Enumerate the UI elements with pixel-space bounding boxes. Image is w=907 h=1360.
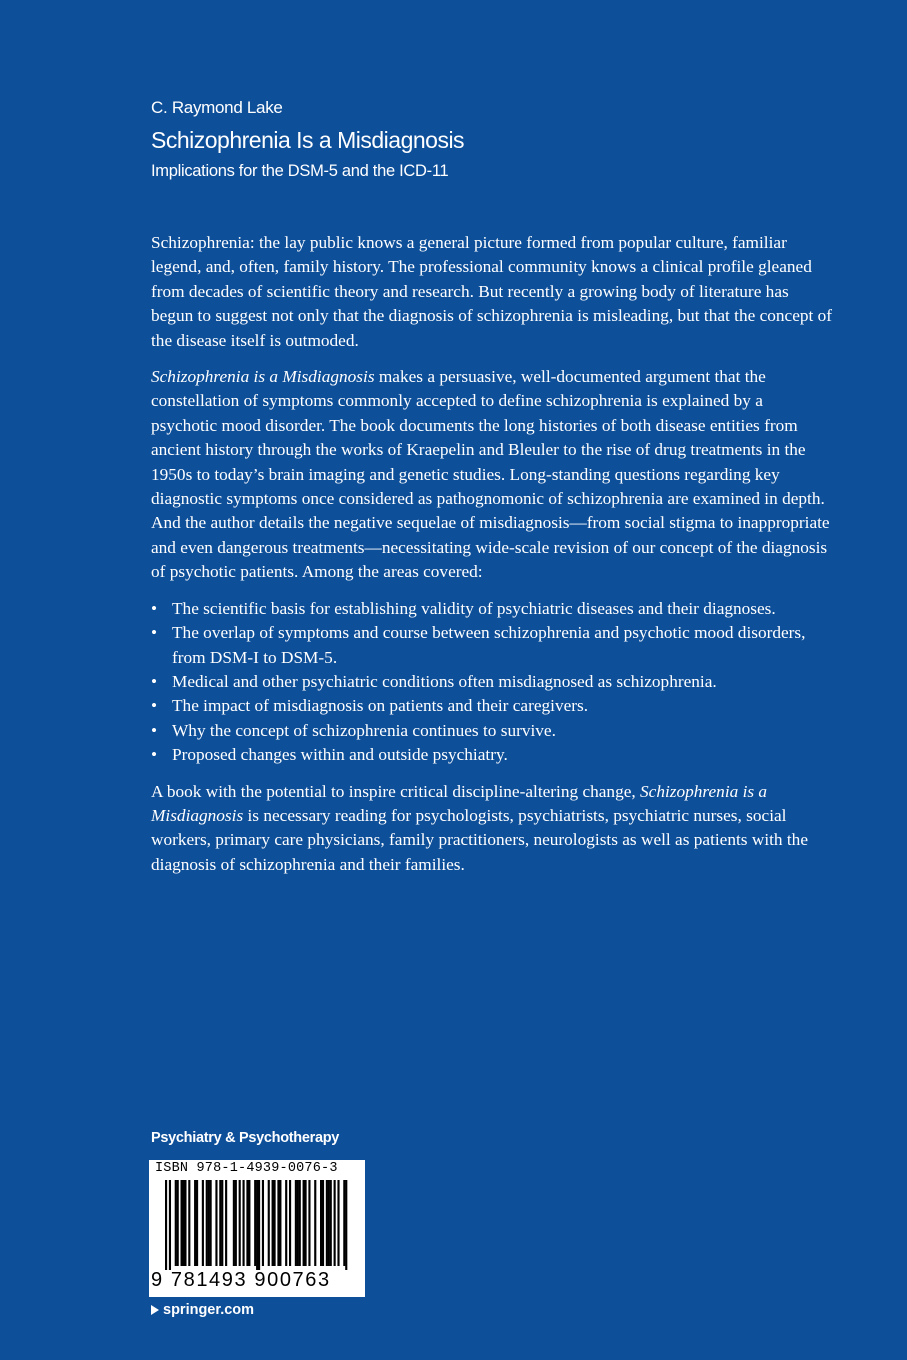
barcode-bar: [337, 1180, 339, 1266]
barcode-bar: [225, 1180, 227, 1266]
barcode-bar: [177, 1180, 179, 1266]
barcode-bar: [239, 1180, 241, 1266]
barcode-bar: [274, 1180, 276, 1266]
author-name: C. Raymond Lake: [151, 98, 283, 117]
barcode-bar: [182, 1180, 184, 1266]
publisher-link[interactable]: [151, 1302, 254, 1318]
barcode-bar: [184, 1180, 186, 1266]
list-item: • Medical and other psychiatric conditions often misdiagnosed as schizophrenia.: [151, 670, 833, 694]
barcode-bar: [248, 1180, 250, 1266]
barcode-bar: [308, 1180, 310, 1266]
barcode-bar: [320, 1180, 322, 1266]
barcode-bar: [221, 1180, 223, 1266]
barcode-bar: [326, 1180, 328, 1266]
barcode-bar: [330, 1180, 332, 1266]
barcode-bar: [188, 1180, 190, 1266]
barcode-bar: [279, 1180, 281, 1266]
barcode-bar: [256, 1180, 258, 1270]
list-item: • The scientific basis for establishing validity of psychiatric diseases and their diagnoses.: [151, 597, 833, 621]
barcode-bar: [305, 1180, 307, 1266]
barcode-bar: [208, 1180, 210, 1266]
barcode-bar: [262, 1180, 264, 1266]
barcode-bar: [328, 1180, 330, 1266]
barcode-bar: [345, 1180, 347, 1270]
list-item: • Proposed changes within and outside psychiatry.: [151, 743, 833, 767]
list-item: • The impact of misdiagnosis on patients and their caregivers.: [151, 694, 833, 718]
paragraph-2-text: makes a persuasive, well-documented argument that the constellation of symptoms commonly accepted to define schizophrenia is explained by a psychotic mood disorder. The book documents the long histories of both disease entities from ancient history through the works of Kraepelin and Bleuler to the rise of drug treatments in the 1950s to today’s brain imaging and genetic studies. Long-standing questions regarding key diagnostic symptoms once considered as pathognomonic of schizophrenia are examined in depth. And the author details the negative sequelae of misdiagnosis—from social stigma to inappropriate and even dangerous treatments—necessitating wide-scale revision of our concept of the diagnosis of psychotic patients. Among the areas covered:: [151, 367, 830, 582]
barcode-bar: [272, 1180, 274, 1266]
barcode-bar: [343, 1180, 345, 1266]
barcode-bar: [202, 1180, 204, 1266]
barcode-bar: [233, 1180, 235, 1266]
barcode-bar: [277, 1180, 279, 1266]
barcode-bar: [254, 1180, 256, 1266]
barcode-bar: [285, 1180, 287, 1266]
barcode-bars: [165, 1180, 351, 1270]
book-title-italic: Schizophrenia is a Misdiagnosis: [151, 781, 768, 825]
barcode-bar: [334, 1180, 336, 1266]
isbn-barcode: [149, 1160, 365, 1297]
paragraph-3-text-a: A book with the potential to inspire critical discipline-altering change,: [151, 781, 641, 801]
barcode-bar: [299, 1180, 301, 1266]
barcode-bar: [235, 1180, 237, 1266]
list-item: • Why the concept of schizophrenia continues to survive.: [151, 719, 833, 743]
list-item: • The overlap of symptoms and course between schizophrenia and psychotic mood disorders, from DSM-I to DSM-5.: [151, 621, 833, 670]
description-paragraph-3: [151, 780, 833, 878]
book-subtitle: Implications for the DSM-5 and the ICD-11: [151, 162, 449, 180]
barcode-bar: [215, 1180, 217, 1266]
barcode-bar: [210, 1180, 212, 1266]
barcode-bar: [297, 1180, 299, 1266]
barcode-bar: [194, 1180, 196, 1266]
barcode-bar: [219, 1180, 221, 1266]
barcode-bar: [268, 1180, 270, 1266]
barcode-bar: [196, 1180, 198, 1266]
description-paragraph-2: [151, 365, 833, 585]
barcode-bar: [169, 1180, 171, 1270]
barcode-bar: [246, 1180, 248, 1266]
description: [151, 231, 833, 889]
barcode-digits: 9 781493 900763: [151, 1269, 331, 1291]
barcode-bar: [322, 1180, 324, 1266]
barcode-bar: [165, 1180, 167, 1270]
barcode-bar: [314, 1180, 316, 1266]
arrow-right-icon: [151, 1305, 159, 1315]
cover-header: [151, 97, 851, 183]
barcode-bar: [289, 1180, 291, 1266]
areas-covered-list: [151, 597, 833, 768]
barcode-bar: [181, 1180, 183, 1266]
isbn-label: ISBN 978-1-4939-0076-3: [155, 1161, 338, 1176]
publisher-link-text[interactable]: springer.com: [163, 1302, 255, 1318]
book-title-italic: Schizophrenia is a Misdiagnosis: [151, 367, 375, 387]
barcode-bar: [206, 1180, 208, 1266]
book-title: Schizophrenia Is a Misdiagnosis: [151, 127, 465, 153]
barcode-bar: [258, 1180, 260, 1270]
paragraph-3-text-b: is necessary reading for psychologists, psychiatrists, psychiatric nurses, social workers, primary care physicians, family practitioners, neurologists as well as patients with the diagnosis of schizophrenia and their families.: [151, 805, 808, 874]
description-paragraph-1: Schizophrenia: the lay public knows a general picture formed from popular culture, familiar legend, and, often, family history. The professional community knows a clinical profile gleaned from decades of scientific theory and research. But recently a growing body of literature has begun to suggest not only that the diagnosis of schizophrenia is misleading, but that the concept of the disease itself is outmoded.: [151, 233, 833, 350]
barcode-bar: [295, 1180, 297, 1266]
barcode-bar: [303, 1180, 305, 1266]
barcode-bar: [243, 1180, 245, 1266]
barcode-bar: [175, 1180, 177, 1266]
subject-category: Psychiatry & Psychotherapy: [151, 1130, 340, 1146]
